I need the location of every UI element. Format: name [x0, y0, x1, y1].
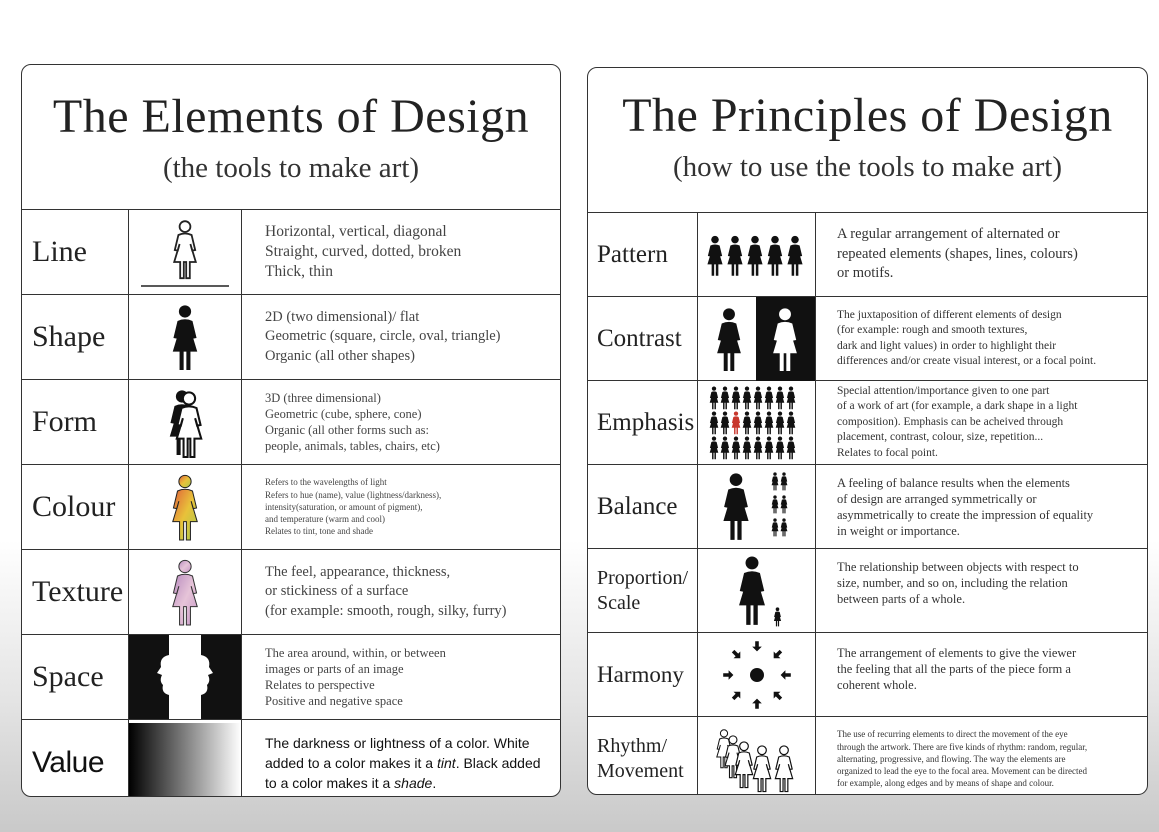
element-name: Colour [22, 465, 129, 549]
description-line: The juxtaposition of different elements of design [837, 308, 1062, 321]
element-row-texture [22, 550, 560, 635]
description-line: or motifs. [837, 265, 894, 282]
principle-name: Harmony [588, 633, 698, 716]
description-line: Special attention/importance given to one part [837, 384, 1050, 397]
woman-textured-icon [129, 550, 242, 634]
description-line: The feel, appearance, thickness, [265, 563, 451, 580]
description-line: repeated elements (shapes, lines, colours) [837, 245, 1078, 262]
description-line: dark and light values) in order to highlight their [837, 339, 1057, 352]
description-text: to a color makes it a [265, 774, 395, 791]
woman-gradient-icon [129, 465, 242, 549]
element-row-space [22, 635, 560, 720]
element-name: Value [22, 720, 129, 797]
element-row-colour [22, 465, 560, 550]
principle-description [816, 297, 1147, 380]
element-name: Line [22, 210, 129, 294]
element-description [242, 465, 560, 549]
principle-name: Contrast [588, 297, 698, 380]
description-line: Geometric (square, circle, oval, triangle) [265, 328, 501, 345]
principle-description [816, 549, 1147, 632]
element-description [242, 295, 560, 379]
description-line: The relationship between objects with respect to [837, 560, 1079, 574]
description-line: of a work of art (for example, a dark shape in a light [837, 400, 1078, 413]
description-line: (for example: rough and smooth textures, [837, 324, 1028, 336]
element-name: Space [22, 635, 129, 719]
principle-name-line: Proportion/ [597, 566, 689, 589]
principle-name [588, 549, 698, 632]
principle-name-line: Scale [597, 591, 641, 614]
woman-silhouette-icon [129, 295, 242, 379]
woman-outline-icon [129, 210, 242, 294]
description-line [265, 773, 560, 793]
description-line: asymmetrically to create the impression of equality [837, 507, 1094, 522]
principle-description [816, 465, 1147, 548]
principles-panel [587, 67, 1148, 795]
description-text: . [432, 774, 437, 791]
description-line: images or parts of an image [265, 662, 404, 676]
description-line: people, animals, tables, chairs, etc) [265, 439, 440, 453]
principle-row-emphasis [588, 381, 1147, 465]
element-name: Form [22, 380, 129, 464]
principle-name: Emphasis [588, 381, 698, 464]
element-row-shape [22, 295, 560, 380]
description-line: Straight, curved, dotted, broken [265, 243, 462, 260]
description-line: Geometric (cube, sphere, cone) [265, 407, 422, 421]
description-line: A regular arrangement of alternated or [837, 226, 1060, 243]
description-line [265, 753, 560, 773]
description-line: of design are arranged symmetrically or [837, 491, 1037, 506]
principle-name [588, 717, 698, 795]
description-line: 2D (two dimensional)/ flat [265, 308, 420, 325]
element-name: Texture [22, 550, 129, 634]
gradient-swatch-icon [129, 720, 242, 797]
description-line: The use of recurring elements to direct the movement of the eye [837, 729, 1068, 740]
principle-description [816, 717, 1147, 795]
elements-title: The Elements of Design [52, 90, 530, 143]
description-line: Organic (all other shapes) [265, 347, 415, 364]
receding-women-icon [698, 717, 816, 795]
principles-title: The Principles of Design [622, 89, 1113, 142]
description-line: alternating, progressive, and flowing. The way the elements are [837, 753, 1066, 764]
description-line: or stickiness of a surface [265, 583, 409, 600]
elements-subtitle: (the tools to make art) [162, 152, 420, 184]
elements-panel [21, 64, 561, 797]
element-name: Shape [22, 295, 129, 379]
description-line: Positive and negative space [265, 694, 403, 708]
description-line: Refers to the wavelengths of light [265, 477, 387, 488]
description-line: differences and/or create visual interest, or a focal point. [837, 355, 1097, 367]
principle-row-contrast [588, 297, 1147, 381]
description-text: added to a color makes it a [265, 754, 437, 771]
description-line: The arrangement of elements to give the viewer [837, 646, 1077, 660]
description-line: The darkness or lightness of a color. White [265, 734, 530, 751]
description-line: through the artwork. There are five kinds of rhythm: random, regular, [837, 741, 1088, 752]
description-line: Thick, thin [265, 263, 334, 280]
arrows-to-center-icon [698, 633, 816, 716]
description-line: between parts of a whole. [837, 592, 966, 606]
principle-description [816, 633, 1147, 716]
element-row-form [22, 380, 560, 465]
element-description [242, 380, 560, 464]
tint-term: tint [437, 754, 456, 771]
element-row-value [22, 720, 560, 797]
principle-row-rhythm [588, 717, 1147, 795]
principle-name-line: Movement [597, 760, 684, 782]
description-line: Horizontal, vertical, diagonal [265, 223, 447, 240]
description-line: Relates to tint, tone and shade [265, 526, 373, 537]
facing-profiles-icon [129, 635, 242, 719]
woman-3d-icon [129, 380, 242, 464]
woman-row-icon [698, 213, 816, 296]
description-line: A feeling of balance results when the elements [837, 475, 1070, 490]
principle-description [816, 213, 1147, 296]
description-line: for example, along edges and by means of shape and colour. [837, 778, 1054, 789]
black-white-women-icon [698, 297, 816, 380]
description-line: composition). Emphasis can be acheived through [837, 415, 1064, 428]
description-line: size, number, and so on, including the relation [837, 576, 1068, 590]
description-line: and temperature (warm and cool) [265, 514, 385, 525]
description-line: placement, contrast, colour, size, repetition... [837, 431, 1044, 444]
element-row-line [22, 210, 560, 295]
description-line: Refers to hue (name), value (lightness/darkness), [265, 489, 442, 500]
description-line: intensity(saturation, or amount of pigment), [265, 501, 423, 512]
description-line: (for example: smooth, rough, silky, furry) [265, 602, 507, 619]
description-line: The area around, within, or between [265, 646, 446, 660]
description-line: coherent whole. [837, 678, 917, 692]
element-description [242, 210, 560, 294]
description-line: Relates to perspective [265, 678, 375, 692]
description-line: Organic (all other forms such as: [265, 423, 429, 437]
woman-and-child-icon [698, 549, 816, 632]
principle-row-balance [588, 465, 1147, 549]
elements-header [22, 65, 560, 210]
big-small-women-icon [698, 465, 816, 548]
element-description [242, 635, 560, 719]
description-line: Relates to focal point. [837, 446, 938, 459]
principle-name: Balance [588, 465, 698, 548]
woman-grid-red-icon [698, 381, 816, 464]
principle-row-proportion [588, 549, 1147, 633]
principle-description [816, 381, 1147, 464]
description-line: the feeling that all the parts of the piece form a [837, 662, 1071, 676]
principle-name: Pattern [588, 213, 698, 296]
element-description [242, 550, 560, 634]
principle-row-harmony [588, 633, 1147, 717]
shade-term: shade [394, 774, 433, 791]
principle-name-line: Rhythm/ [597, 735, 668, 757]
description-line: 3D (three dimensional) [265, 391, 381, 405]
principle-row-pattern [588, 213, 1147, 297]
principles-subtitle: (how to use the tools to make art) [673, 151, 1062, 183]
element-description [242, 720, 560, 797]
description-line: in weight or importance. [837, 523, 960, 538]
description-line: organized to lead the eye to the focal area. Movement can be directed [837, 766, 1087, 777]
description-text: . Black added [455, 754, 541, 771]
principles-header [588, 68, 1147, 213]
